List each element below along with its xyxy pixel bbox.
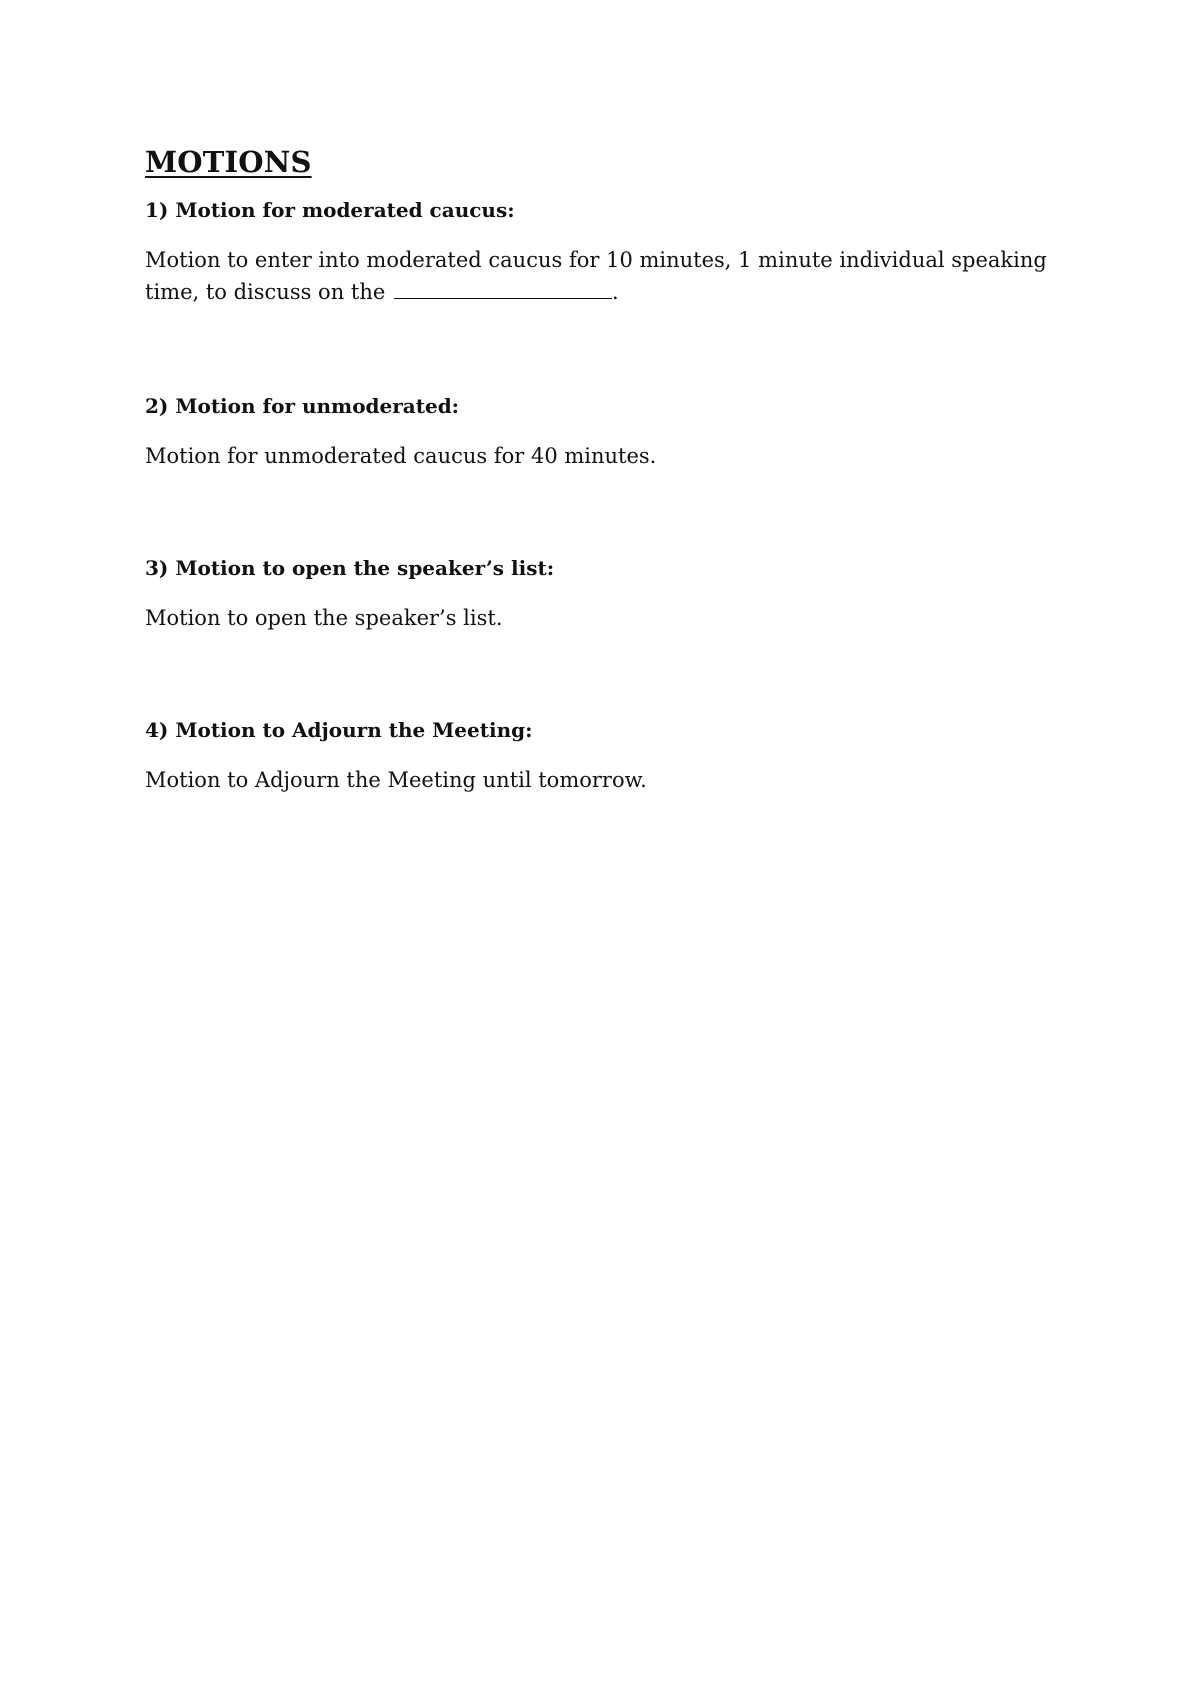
motion-section-moderated-caucus	[145, 196, 1075, 308]
motion-text	[145, 244, 1075, 308]
motion-section-adjourn-meeting	[145, 716, 1075, 796]
motion-section-speakers-list	[145, 554, 1075, 634]
motion-text-body: Motion to enter into moderated caucus for 10 minutes, 1 minute individual speaking time, to discuss on the	[145, 248, 1047, 304]
fill-in-blank-line	[394, 278, 612, 299]
motion-heading: 2) Motion for unmoderated:	[145, 394, 460, 418]
document-body	[145, 142, 1075, 796]
motion-heading: 4) Motion to Adjourn the Meeting:	[145, 718, 533, 742]
page-title: MOTIONS	[145, 145, 312, 179]
motion-text: Motion to open the speaker’s list.	[145, 606, 503, 630]
motion-heading: 3) Motion to open the speaker’s list:	[145, 556, 555, 580]
motion-text: Motion to Adjourn the Meeting until tomorrow.	[145, 768, 647, 792]
motion-text-end: .	[611, 280, 619, 304]
motion-text: Motion for unmoderated caucus for 40 minutes.	[145, 444, 657, 468]
motion-heading: 1) Motion for moderated caucus:	[145, 198, 515, 222]
motion-section-unmoderated-caucus	[145, 392, 1075, 472]
